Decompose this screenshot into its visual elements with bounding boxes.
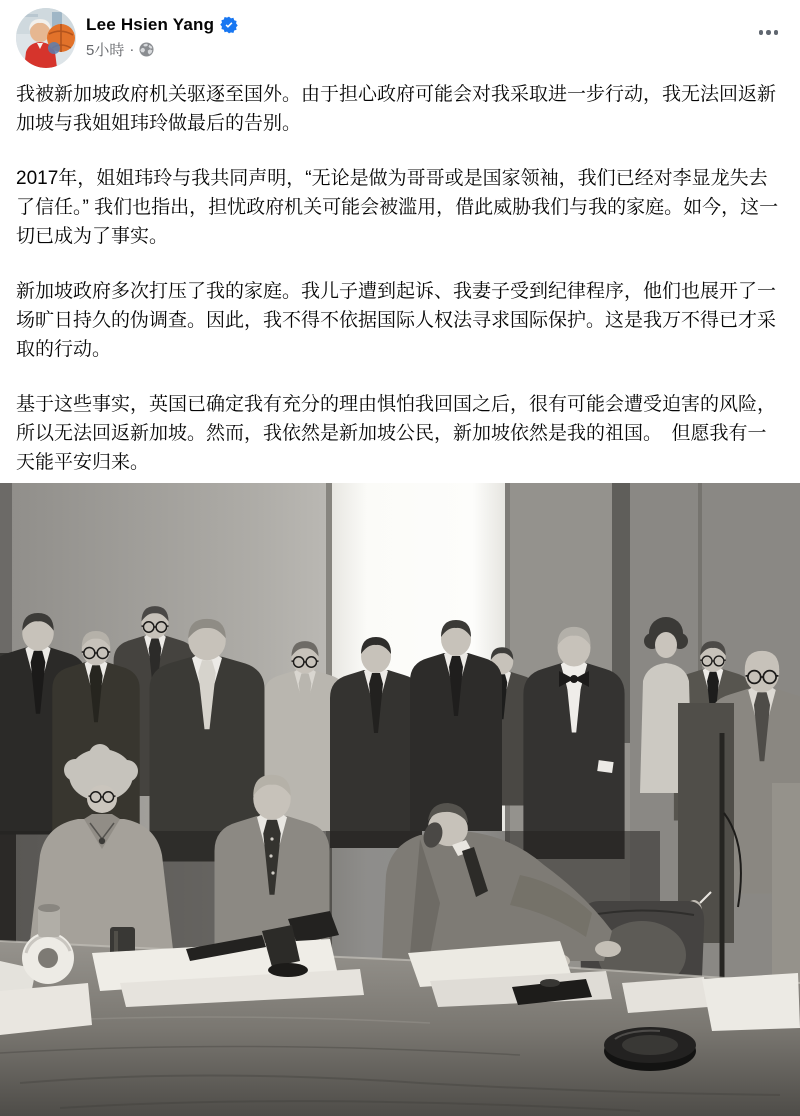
avatar[interactable] — [16, 8, 76, 68]
ellipsis-dot — [774, 30, 779, 35]
post-photo[interactable] — [0, 483, 800, 1116]
ellipsis-dot — [759, 30, 764, 35]
timestamp[interactable]: 5小時 — [86, 42, 125, 59]
ellipsis-dot — [766, 30, 771, 35]
post-header — [0, 0, 800, 68]
papers-right — [622, 977, 708, 1013]
post-text — [0, 68, 800, 477]
verified-badge-icon — [220, 16, 238, 34]
post-paragraph: 我被新加坡政府机关驱逐至国外。由于担心政府可能会对我采取进一步行动，我无法回返新加坡与我姐姐玮玲做最后的告别。 — [16, 84, 777, 134]
profile-photo-illustration — [16, 8, 76, 68]
post-photo-illustration — [0, 483, 800, 1116]
author-name[interactable]: Lee Hsien Yang — [86, 15, 215, 34]
meta-separator: · — [129, 41, 135, 58]
more-options-button[interactable] — [755, 22, 783, 43]
post-paragraph: 新加坡政府多次打压了我的家庭。我儿子遭到起诉、我妻子受到纪律程序，他们也展开了一场旷日持久的伪调查。因此，我不得不依据国际人权法寻求国际保护。这是我万不得已才采取的行动。 — [16, 281, 777, 360]
post-meta-row — [86, 39, 238, 60]
post-paragraph: 基于这些事实，英国已确定我有充分的理由惧怕我回国之后，很有可能会遭受迫害的风险，所以无法回返新加坡。然而，我依然是新加坡公民，新加坡依然是我的祖国。 但愿我有一天能平安归来。 — [16, 394, 777, 473]
globe-public-icon — [139, 42, 154, 57]
header-meta — [86, 8, 238, 60]
post-paragraph: 2017年，姐姐玮玲与我共同声明，“无论是做为哥哥或是国家领袖，我们已经对李显龙失去了信任。” 我们也指出，担忧政府机关可能会被滥用，借此威胁我们与我的家庭。如今，这一切已成为了事实。 — [16, 168, 779, 247]
